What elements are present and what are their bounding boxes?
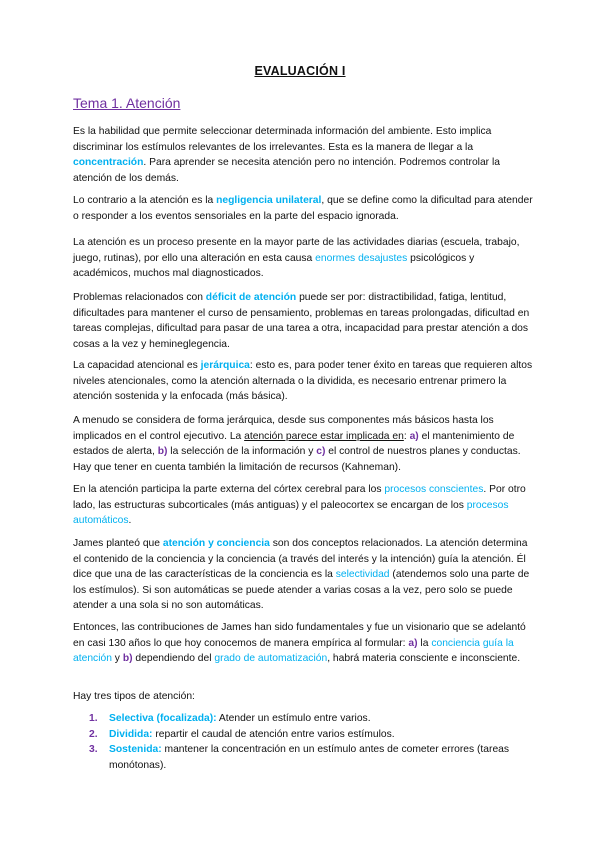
text-run: .: [128, 515, 132, 526]
list-term: Sostenida:: [109, 744, 162, 755]
paragraph-4: [73, 290, 533, 352]
highlight-term: jerárquica: [200, 360, 250, 371]
text-run: Es la habilidad que permite seleccionar determinada información del ambiente. Esto implica discriminar los estímulos relevantes de los irrelevantes. Esta es la manera de llegar a la: [73, 126, 492, 153]
section-heading: Tema 1. Atención: [73, 95, 181, 111]
text-run: :: [403, 430, 410, 442]
text-run: : esto es, para poder tener éxito en tareas que requieren altos niveles atencionales, como la atención alternada o la dividida, es necesario entrenar primero la atención sostenida y la enfocada (más básica).: [73, 360, 533, 402]
text-run: puede ser por: distractibilidad, fatiga, lentitud, dificultades para mantener el curso de pensamiento, problemas en tareas prolongadas, dificultad en tareas complejas, dificultad para pasar de una tarea a otra, incapacidad para prestar atención a dos cosas a la vez y hemineglegencia.: [73, 292, 530, 350]
highlight-term: negligencia unilateral: [216, 195, 322, 206]
text-run: el mantenimiento de estados de alerta,: [73, 430, 515, 457]
paragraph-10: [73, 689, 533, 705]
list-letter: c): [316, 446, 326, 457]
text-run: , que se define como la dificultad para atender o responder a los eventos sensoriales en la parte del espacio ignorada.: [73, 195, 533, 222]
highlight-term: conciencia guía la atención: [73, 637, 514, 664]
attention-types-list: [73, 711, 533, 773]
paragraph-6: [73, 413, 533, 475]
text-run: La capacidad atencional es: [73, 360, 201, 371]
list-item: [73, 742, 533, 773]
text-run: y: [111, 653, 123, 664]
text-run: la: [417, 637, 432, 649]
paragraph-7: [73, 482, 533, 529]
paragraph-2: [73, 193, 533, 224]
text-run: . Por otro lado, las estructuras subcorticales (más antiguas) y el paleocortex se encargan de los: [73, 484, 526, 511]
highlight-term: procesos conscientes: [384, 484, 484, 495]
text-run: A menudo se considera de forma jerárquica, desde sus componentes más básicos hasta los implicados en el control ejecutivo. La: [73, 415, 494, 442]
list-number: 2.: [89, 728, 98, 740]
paragraph-5: [73, 358, 533, 405]
list-letter: a): [409, 430, 419, 442]
paragraph-8: [73, 536, 533, 614]
list-letter: a): [408, 637, 418, 649]
list-letter: b): [157, 446, 168, 457]
text-run: La atención es un proceso presente en la mayor parte de las actividades diarias (escuela, trabajo, juego, rutinas), por ello una alteración en esta causa: [73, 237, 520, 264]
document-title: EVALUACIÓN I: [254, 64, 346, 78]
text-run: psicológicos y académicos, muchos mal diagnosticados.: [73, 252, 475, 279]
text-run: (atendemos solo una parte de los estímulos). Si son automáticas se puede atender a varias cosas a la vez, pero solo se puede atender a una sola si no son automáticas.: [73, 569, 530, 611]
text-run: Problemas relacionados con: [73, 292, 206, 303]
list-number: 1.: [89, 713, 98, 724]
text-run: el control de nuestros planes y conductas. Hay que tener en cuenta también la limitación de recursos (Kahneman).: [73, 446, 521, 473]
highlight-term: atención y conciencia: [162, 538, 270, 549]
highlight-term: concentración: [73, 157, 144, 168]
text-run: Entonces, las contribuciones de James han sido fundamentales y fue un visionario que se adelantó en casi 130 años lo que hoy conocemos de manera empírica al formular:: [73, 622, 526, 649]
list-item: [73, 711, 533, 727]
text-run: Lo contrario a la atención es la: [73, 195, 217, 206]
highlight-term: selectividad: [335, 569, 390, 580]
list-letter: b): [122, 653, 133, 664]
list-text: Atender un estímulo entre varios.: [216, 713, 371, 724]
text-run: En la atención participa la parte externa del córtex cerebral para los: [73, 484, 385, 495]
paragraph-9: [73, 620, 533, 667]
list-item: [73, 727, 533, 743]
text-run: son dos conceptos relacionados. La atención determina el contenido de la conciencia y la conciencia (a través del interés y la intención) guía la atención. Él dice que una de las características de la conciencia es la: [73, 538, 528, 580]
highlight-term: grado de automatización: [214, 653, 328, 664]
list-term: Dividida:: [109, 728, 153, 740]
text-run: dependiendo del: [132, 653, 215, 664]
paragraph-1: [73, 124, 533, 186]
highlight-term: enormes desajustes: [315, 252, 408, 264]
list-text: repartir el caudal de atención entre varios estímulos.: [152, 728, 395, 740]
paragraph-3: [73, 235, 533, 282]
list-term: Selectiva (focalizada):: [109, 713, 217, 724]
text-run: James planteó que: [73, 538, 163, 549]
text-run: la selección de la información y: [167, 446, 317, 457]
highlight-term: déficit de atención: [205, 292, 297, 303]
text-run: , habrá materia consciente e inconsciente.: [327, 653, 521, 664]
highlight-term: procesos automáticos: [73, 499, 509, 526]
list-text: mantener la concentración en un estímulo antes de cometer errores (tareas monótonas).: [109, 744, 510, 771]
underlined-text: atención parece estar implicada en: [244, 430, 404, 442]
text-run: . Para aprender se necesita atención pero no intención. Podremos controlar la atención de los demás.: [73, 157, 500, 184]
list-number: 3.: [89, 744, 98, 755]
text-run: Hay tres tipos de atención:: [73, 691, 195, 702]
